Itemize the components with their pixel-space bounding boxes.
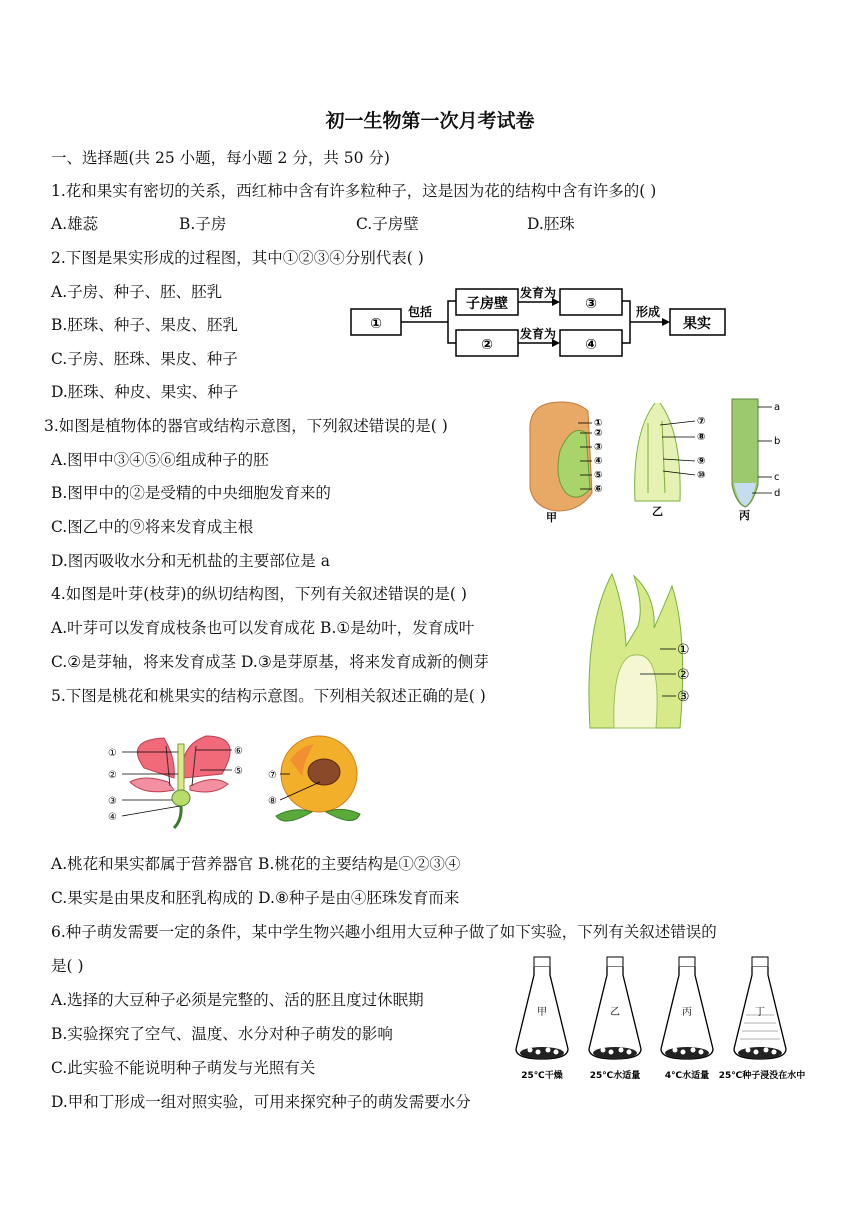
flask-caption-ding: 25℃种子浸没在水中 <box>718 1071 806 1081</box>
diagram-n1: ① <box>370 316 382 332</box>
fig3-label-b: b <box>774 436 781 447</box>
q5-options-ab: A.桃花和果实都属于营养器官 B.桃花的主要结构是①②③④ <box>51 855 461 873</box>
fig5-n6: ⑥ <box>234 746 243 757</box>
fig4-n1: ① <box>677 642 690 658</box>
fig3-label-yi: 乙 <box>652 505 663 518</box>
q3-option-c: C.图乙中的⑨将来发育成主根 <box>51 518 254 536</box>
fig3-label-a: a <box>774 402 781 413</box>
q1-option-a: A.雄蕊 <box>51 215 99 233</box>
fig5-n5: ⑤ <box>234 766 243 777</box>
flask-caption-jia: 25℃干燥 <box>521 1071 563 1081</box>
fig3-label-d: d <box>774 488 781 499</box>
q2-option-d: D.胚珠、种皮、果实、种子 <box>51 383 239 401</box>
q1-option-b: B.子房 <box>179 215 227 233</box>
q6-option-c: C.此实验不能说明种子萌发与光照有关 <box>51 1059 316 1077</box>
fig3-n5: ⑤ <box>594 470 603 481</box>
q6-option-d: D.甲和丁形成一组对照实验，可用来探究种子的萌发需要水分 <box>51 1093 471 1111</box>
q3-option-d: D.图丙吸收水分和无机盐的主要部位是 a <box>51 552 330 570</box>
fig5-n1: ① <box>108 748 117 759</box>
fig4-n2: ② <box>677 667 690 683</box>
fig3-n8: ⑧ <box>697 432 706 443</box>
flask-caption-bing: 4℃水适量 <box>664 1071 710 1081</box>
fig5-n4: ④ <box>108 812 117 823</box>
diagram-include: 包括 <box>407 305 433 319</box>
q6-option-b: B.实验探究了空气、温度、水分对种子萌发的影响 <box>51 1025 393 1043</box>
seed-germination-flasks <box>514 955 814 1085</box>
q6-option-a: A.选择的大豆种子必须是完整的、活的胚且度过休眠期 <box>51 991 424 1009</box>
q2-stem: 2.下图是果实形成的过程图，其中①②③④分别代表( ) <box>51 249 424 267</box>
q3-stem: 3.如图是植物体的器官或结构示意图，下列叙述错误的是( ) <box>44 417 448 435</box>
leaf-bud-figure <box>580 566 710 732</box>
fig3-n9: ⑨ <box>697 456 706 467</box>
q5-stem: 5.下图是桃花和桃果实的结构示意图。下列相关叙述正确的是( ) <box>51 687 486 705</box>
q4-options-cd: C.②是芽轴，将来发育成茎 D.③是芽原基，将来发育成新的侧芽 <box>51 653 489 671</box>
fig4-n3: ③ <box>677 689 690 705</box>
fig3-n3: ③ <box>594 442 603 453</box>
flask-name-bing: 丙 <box>682 1007 692 1018</box>
diagram-develop-1: 发育为 <box>519 286 557 300</box>
diagram-form: 形成 <box>635 305 661 319</box>
fig5-n7: ⑦ <box>268 770 277 781</box>
q5-options-cd: C.果实是由果皮和胚乳构成的 D.⑧种子是由④胚珠发育而来 <box>51 889 460 907</box>
fig3-n10: ⑩ <box>697 470 706 481</box>
fig3-label-jia: 甲 <box>546 511 557 524</box>
q6-stem-line1: 6.种子萌发需要一定的条件，某中学生物兴趣小组用大豆种子做了如下实验，下列有关叙述错误的 <box>51 923 717 941</box>
fig5-n2: ② <box>108 770 117 781</box>
fig5-n8: ⑧ <box>268 796 277 807</box>
q6-stem-line2: 是( ) <box>51 957 84 975</box>
fig3-n7: ⑦ <box>697 416 706 427</box>
fig3-label-bing: 丙 <box>739 509 750 522</box>
q3-option-a: A.图甲中③④⑤⑥组成种子的胚 <box>51 451 269 469</box>
page-title: 初一生物第一次月考试卷 <box>325 110 535 132</box>
fig3-n2: ② <box>594 428 603 439</box>
fruit-formation-diagram <box>348 284 728 360</box>
q1-option-d: D.胚珠 <box>527 215 575 233</box>
diagram-develop-2: 发育为 <box>519 327 557 341</box>
q1-option-c: C.子房壁 <box>356 215 419 233</box>
diagram-fruit: 果实 <box>683 316 711 332</box>
flask-name-jia: 甲 <box>537 1007 547 1018</box>
fig5-n3: ③ <box>108 796 117 807</box>
flask-caption-yi: 25℃水适量 <box>589 1071 641 1081</box>
q2-option-b: B.胚珠、种子、果皮、胚乳 <box>51 316 238 334</box>
q2-option-c: C.子房、胚珠、果皮、种子 <box>51 350 238 368</box>
diagram-n3: ③ <box>585 296 597 312</box>
plant-structures-figure <box>520 393 790 525</box>
q2-option-a: A.子房、种子、胚、胚乳 <box>51 283 223 301</box>
flask-name-yi: 乙 <box>610 1007 620 1018</box>
fig3-n6: ⑥ <box>594 484 603 495</box>
fig3-n4: ④ <box>594 456 603 467</box>
q3-option-b: B.图甲中的②是受精的中央细胞发育来的 <box>51 484 331 502</box>
diagram-n2: ② <box>481 337 493 353</box>
fig3-n1: ① <box>594 418 603 429</box>
section-heading: 一、选择题(共 25 小题，每小题 2 分，共 50 分) <box>51 149 390 167</box>
q4-stem: 4.如图是叶芽(枝芽)的纵切结构图，下列有关叙述错误的是( ) <box>51 585 467 603</box>
q1-stem: 1.花和果实有密切的关系，西红柿中含有许多粒种子，这是因为花的结构中含有许多的( ) <box>51 182 657 200</box>
fig3-label-c: c <box>774 472 780 483</box>
diagram-ovary-wall: 子房壁 <box>466 296 508 312</box>
peach-flower-fruit-figure <box>104 730 364 830</box>
diagram-n4: ④ <box>585 337 597 353</box>
flask-name-ding: 丁 <box>755 1007 765 1018</box>
q4-options-ab: A.叶芽可以发育成枝条也可以发育成花 B.①是幼叶，发育成叶 <box>51 619 475 637</box>
